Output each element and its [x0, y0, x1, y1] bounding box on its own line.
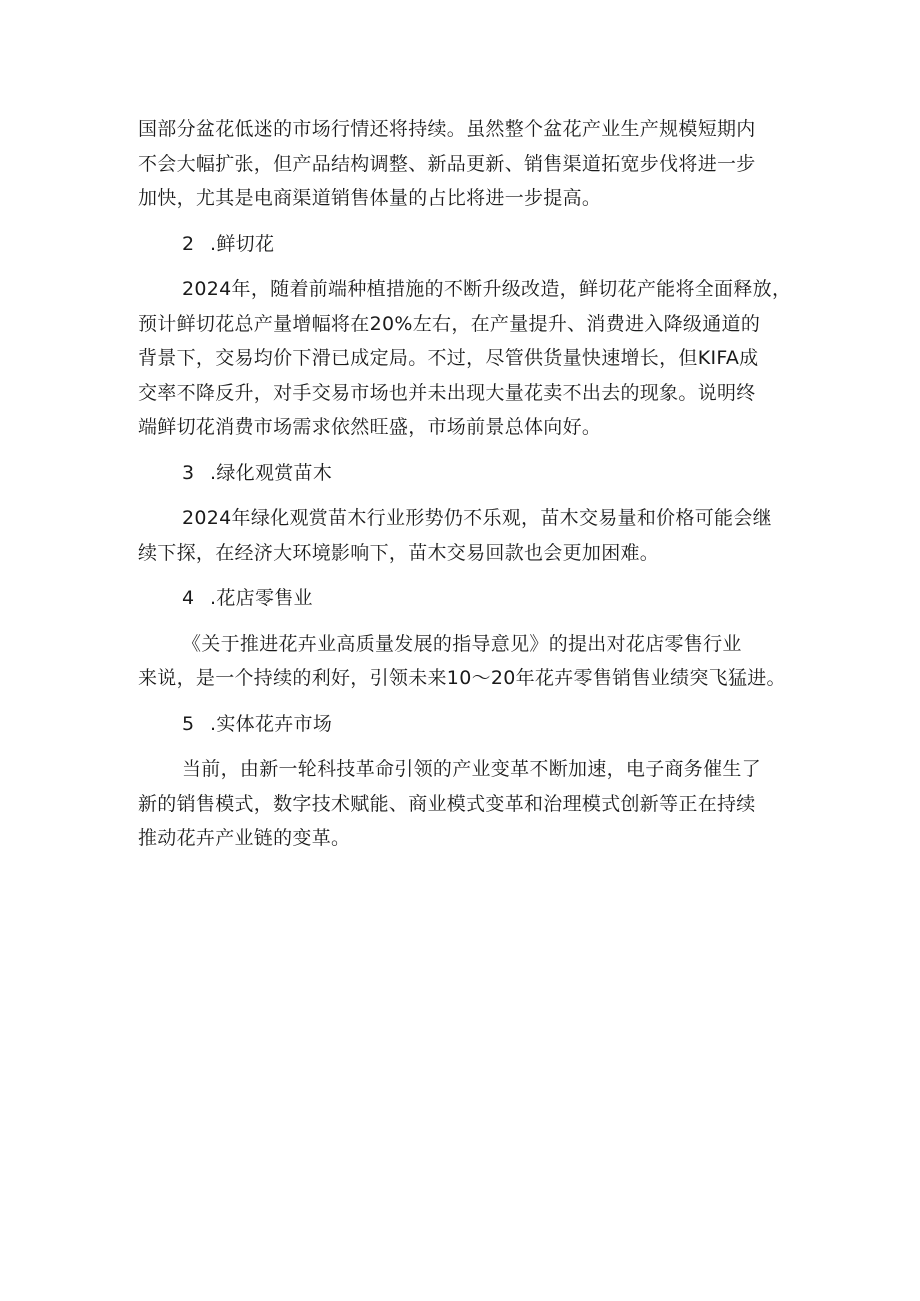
section-heading-physical-flower-market [138, 707, 798, 742]
document-body [138, 112, 798, 867]
paragraph-ornamental-seedlings [138, 501, 798, 570]
text-line: 2024年，随着前端种植措施的不断升级改造，鲜切花产能将全面释放， [182, 278, 792, 300]
text-line: 推动花卉产业链的变革。 [138, 827, 351, 849]
section-number: 2 [182, 232, 195, 255]
section-title: .花店零售业 [210, 587, 313, 609]
section-heading-ornamental-seedlings [138, 456, 798, 491]
section-title: .绿化观赏苗木 [210, 461, 333, 484]
section-title: .实体花卉市场 [210, 712, 333, 735]
section-heading-flower-retail [138, 581, 798, 616]
section-heading-fresh-cut-flowers [138, 227, 798, 262]
text-line: 国部分盆花低迷的市场行情还将持续。虽然整个盆花产业生产规模短期内 [138, 118, 756, 140]
text-line: 预计鲜切花总产量增幅将在20%左右，在产量提升、消费进入降级通道的 [138, 312, 761, 335]
text-line: 2024年绿化观赏苗木行业形势仍不乐观，苗木交易量和价格可能会继 [182, 507, 772, 529]
text-line: 《关于推进花卉业高质量发展的指导意见》的提出对花店零售行业 [182, 632, 742, 655]
paragraph-flower-retail [138, 627, 798, 696]
text-line: 背景下，交易均价下滑已成定局。不过，尽管供货量快速增长，但KIFA成 [138, 347, 759, 369]
section-number: 4 [182, 587, 195, 609]
text-line: 当前，由新一轮科技革命引领的产业变革不断加速，电子商务催生了 [182, 758, 762, 780]
text-line: 新的销售模式，数字技术赋能、商业模式变革和治理模式创新等正在持续 [138, 792, 756, 815]
paragraph-potted-flowers [138, 112, 798, 216]
text-line: 加快，尤其是电商渠道销售体量的占比将进一步提高。 [138, 187, 602, 209]
text-line: 不会大幅扩张，但产品结构调整、新品更新、销售渠道拓宽步伐将进一步 [138, 152, 756, 175]
text-line: 续下探，在经济大环境影响下，苗木交易回款也会更加困难。 [138, 541, 660, 564]
text-line: 交率不降反升，对手交易市场也并未出现大量花卖不出去的现象。说明终 [138, 381, 756, 404]
section-number: 3 [182, 461, 195, 484]
paragraph-physical-flower-market [138, 752, 798, 856]
text-line: 端鲜切花消费市场需求依然旺盛，市场前景总体向好。 [138, 416, 602, 438]
section-title: .鲜切花 [210, 232, 275, 255]
paragraph-fresh-cut-flowers [138, 272, 798, 445]
text-line: 来说，是一个持续的利好，引领未来10〜20年花卉零售销售业绩突飞猛进。 [138, 667, 786, 689]
section-number: 5 [182, 712, 195, 735]
